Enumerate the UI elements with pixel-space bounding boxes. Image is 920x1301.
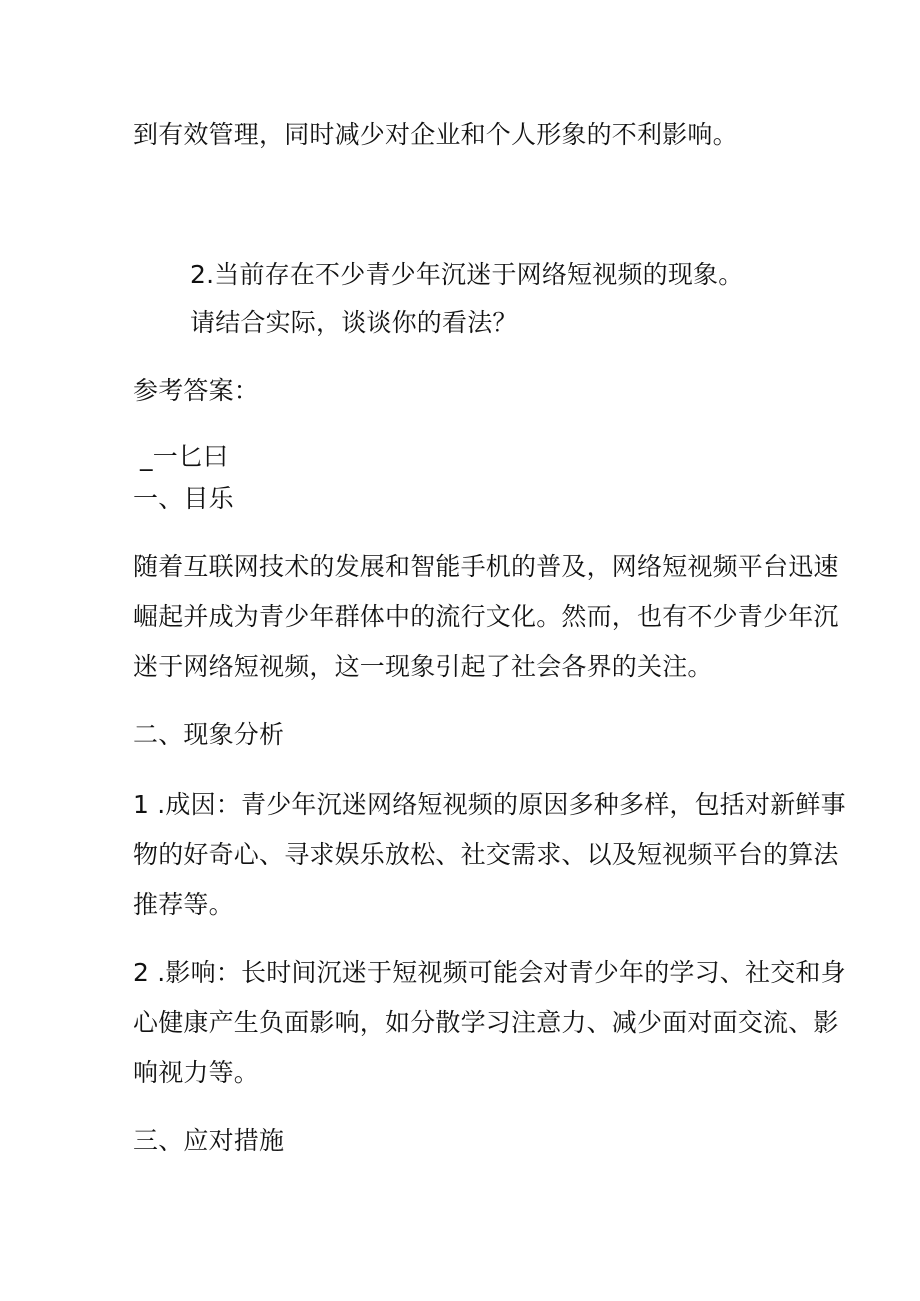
section2-item1-line: 物的好奇心、寻求娱乐放松、社交需求、以及短视频平台的算法 — [133, 840, 839, 869]
section1-para-line: 迷于网络短视频，这一现象引起了社会各界的关注。 — [133, 652, 713, 681]
section2-heading: 二、现象分析 — [133, 720, 285, 749]
section2-item1-line: 1 .成因：青少年沉迷网络短视频的原因多种多样，包括对新鲜事 — [133, 790, 846, 819]
intro-tail-text: 到有效管理，同时减少对企业和个人形象的不利影响。 — [133, 120, 738, 149]
section2-item1-line: 推荐等。 — [133, 890, 234, 919]
answer-label: 参考答案： — [133, 376, 260, 405]
section2-item2-line: 2 .影响：长时间沉迷于短视频可能会对青少年的学习、社交和身 — [133, 958, 846, 987]
question-line-1: 2.当前存在不少青少年沉迷于网络短视频的现象。 — [190, 260, 744, 289]
section2-item2-line: 响视力等。 — [133, 1058, 260, 1087]
question-line-2: 请结合实际，谈谈你的看法？ — [190, 308, 518, 337]
section1-para-line: 随着互联网技术的发展和智能手机的普及，网络短视频平台迅速 — [133, 552, 839, 581]
section3-heading: 三、应对措施 — [133, 1126, 285, 1155]
section1-para-line: 崛起并成为青少年群体中的流行文化。然而，也有不少青少年沉 — [133, 602, 839, 631]
section1-heading: 一、目乐 — [133, 484, 234, 513]
garbled-heading: _一匕曰 — [140, 442, 229, 471]
section2-item2-line: 心健康产生负面影响，如分散学习注意力、减少面对面交流、影 — [133, 1008, 839, 1037]
